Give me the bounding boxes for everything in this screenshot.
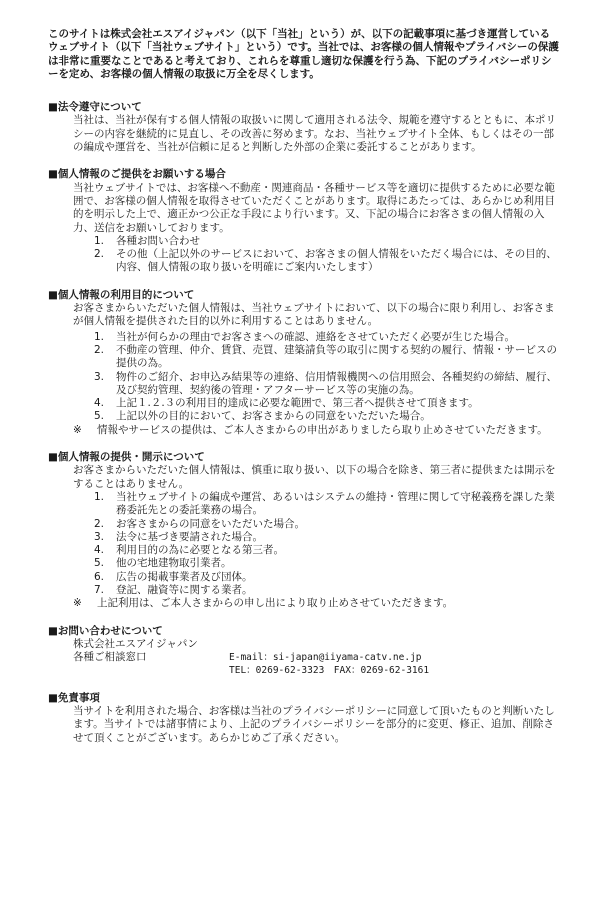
list-item: 2. その他（上記以外のサービスにおいて、お客さまの個人情報をいただく場合には、その目的、内容、個人情報の取り扱いを明確にご案内いたします） xyxy=(94,248,557,274)
note-text: 情報やサービスの提供は、ご本人さまからの申出がありましたら取り止めさせていただきます。 xyxy=(97,423,548,436)
section-heading: ■免責事項 xyxy=(48,691,100,704)
list-item: 1. 当社が何らかの理由でお客さまへの確認、連絡をさせていただく必要が生じた場合。 xyxy=(94,330,515,343)
section-heading: ■法令遵守について xyxy=(48,101,142,114)
section-purpose xyxy=(48,289,560,437)
list-item: 2. お客さまからの同意をいただいた場合。 xyxy=(94,517,305,530)
note-mark: ※ xyxy=(73,423,82,436)
list-item: 6. 広告の掲載事業者及び団体。 xyxy=(94,570,253,583)
list-item: 3. 物件のご紹介、お申込み結果等の連絡、信用情報機関への信用照会、各種契約の締結、履行、及び契約管理、契約後の管理・アフターサービス等の実施の為。 xyxy=(94,370,557,396)
list-item: 5. 上記以外の目的において、お客さまからの同意をいただいた場合。 xyxy=(94,410,431,423)
section-heading: ■お問い合わせについて xyxy=(48,624,163,637)
section-contact xyxy=(48,625,560,678)
list-item: 4. 利用目的の為に必要となる第三者。 xyxy=(94,544,284,557)
intro-text: このサイトは株式会社エスアイジャパン（以下「当社」という）が、以下の記載事項に基づき運営しているウェブサイト（以下「当社ウェブサイト」という）です。当社では、お客様の個人情報やプライバシーの保護は非常に重要なことであると考えており、これらを尊重し適切な保護を行う為、下記のプライバシーポリシーを定め、お客様の個人情報の取扱に万全を尽くします。 xyxy=(48,28,559,80)
section-compliance xyxy=(48,101,560,154)
purpose-note xyxy=(73,424,560,437)
list-item: 1. 当社ウェブサイトの編成や運営、あるいはシステムの維持・管理に関して守秘義務を課した業務委託先との委託業務の場合。 xyxy=(94,490,555,517)
tel-fax-text: TEL：0269-62-3323 FAX：0269-62-3161 xyxy=(229,665,430,677)
email-link[interactable]: E-mail：si-japan@iiyama-catv.ne.jp xyxy=(229,652,422,664)
desk-label: 各種ご相談窓口 xyxy=(73,651,147,664)
note-text: 上記利用は、ご本人さまからの申し出により取り止めさせていただきます。 xyxy=(97,597,454,610)
section-body: 当社は、当社が保有する個人情報の取扱いに関して適用される法令、規範を遵守するとともに、本ポリシーの内容を継続的に見直し、その改善に努めます。なお、当社ウェブサイト全体、もしくはその一部の編成や運営を、当社が信頼に足ると判断した外部の企業に委託することがあります。 xyxy=(73,114,556,154)
request-list xyxy=(94,235,560,275)
section-heading: ■個人情報のご提供をお願いする場合 xyxy=(48,168,226,181)
disclosure-list xyxy=(94,491,560,597)
contact-row-tel xyxy=(73,664,560,677)
section-disclosure xyxy=(48,451,560,611)
section-body: お客さまからいただいた個人情報は、慎重に取り扱い、以下の場合を除き、第三者に提供または開示をすることはありません。 xyxy=(73,464,556,490)
list-item: 2. 不動産の管理、仲介、賃貸、売買、建築請負等の取引に関する契約の履行、情報・サービスの提供の為。 xyxy=(94,343,557,370)
company-name: 株式会社エスアイジャパン xyxy=(73,637,198,650)
section-body: 当社ウェブサイトでは、お客様へ不動産・関連商品・各種サービス等を適切に提供するために必要な範囲で、お客様の個人情報を取得させていただくことがあります。取得にあたっては、あらかじめ利用目的を明示した上で、適正かつ公正な手段により行います。又、下記の場合にお客さまの個人情報の入力、送信をお願いしております。 xyxy=(73,181,555,234)
list-item: 3. 法令に基づき要請された場合。 xyxy=(94,530,263,543)
disclosure-note xyxy=(73,597,560,610)
section-heading: ■個人情報の提供・開示について xyxy=(48,451,205,464)
section-body: お客さまからいただいた個人情報は、当社ウェブサイトにおいて、以下の場合に限り利用し、お客さまが個人情報を提供された目的以外に利用することはありません。 xyxy=(73,302,555,328)
list-item: 5. 他の宅地建物取引業者。 xyxy=(94,557,232,570)
section-heading: ■個人情報の利用目的について xyxy=(48,288,195,301)
contact-row-email xyxy=(73,651,560,664)
list-item: 7. 登記、融資等に関する業者。 xyxy=(94,583,253,596)
list-item: 1. 各種お問い合わせ xyxy=(94,234,200,247)
section-body: 当サイトを利用された場合、お客様は当社のプライバシーポリシーに同意して頂いたものと判断いたします。当サイトでは諸事情により、上記のプライバシーポリシーを部分的に変更、修正、追加、削除させて頂くことがございます。あらかじめご了承ください。 xyxy=(73,705,555,744)
section-disclaimer xyxy=(48,692,560,745)
section-request xyxy=(48,168,560,274)
list-item: 4. 上記１.２.３の利用目的達成に必要な範囲で、第三者へ提供させて頂きます。 xyxy=(94,397,479,410)
purpose-list xyxy=(94,331,560,424)
note-mark: ※ xyxy=(73,597,82,610)
